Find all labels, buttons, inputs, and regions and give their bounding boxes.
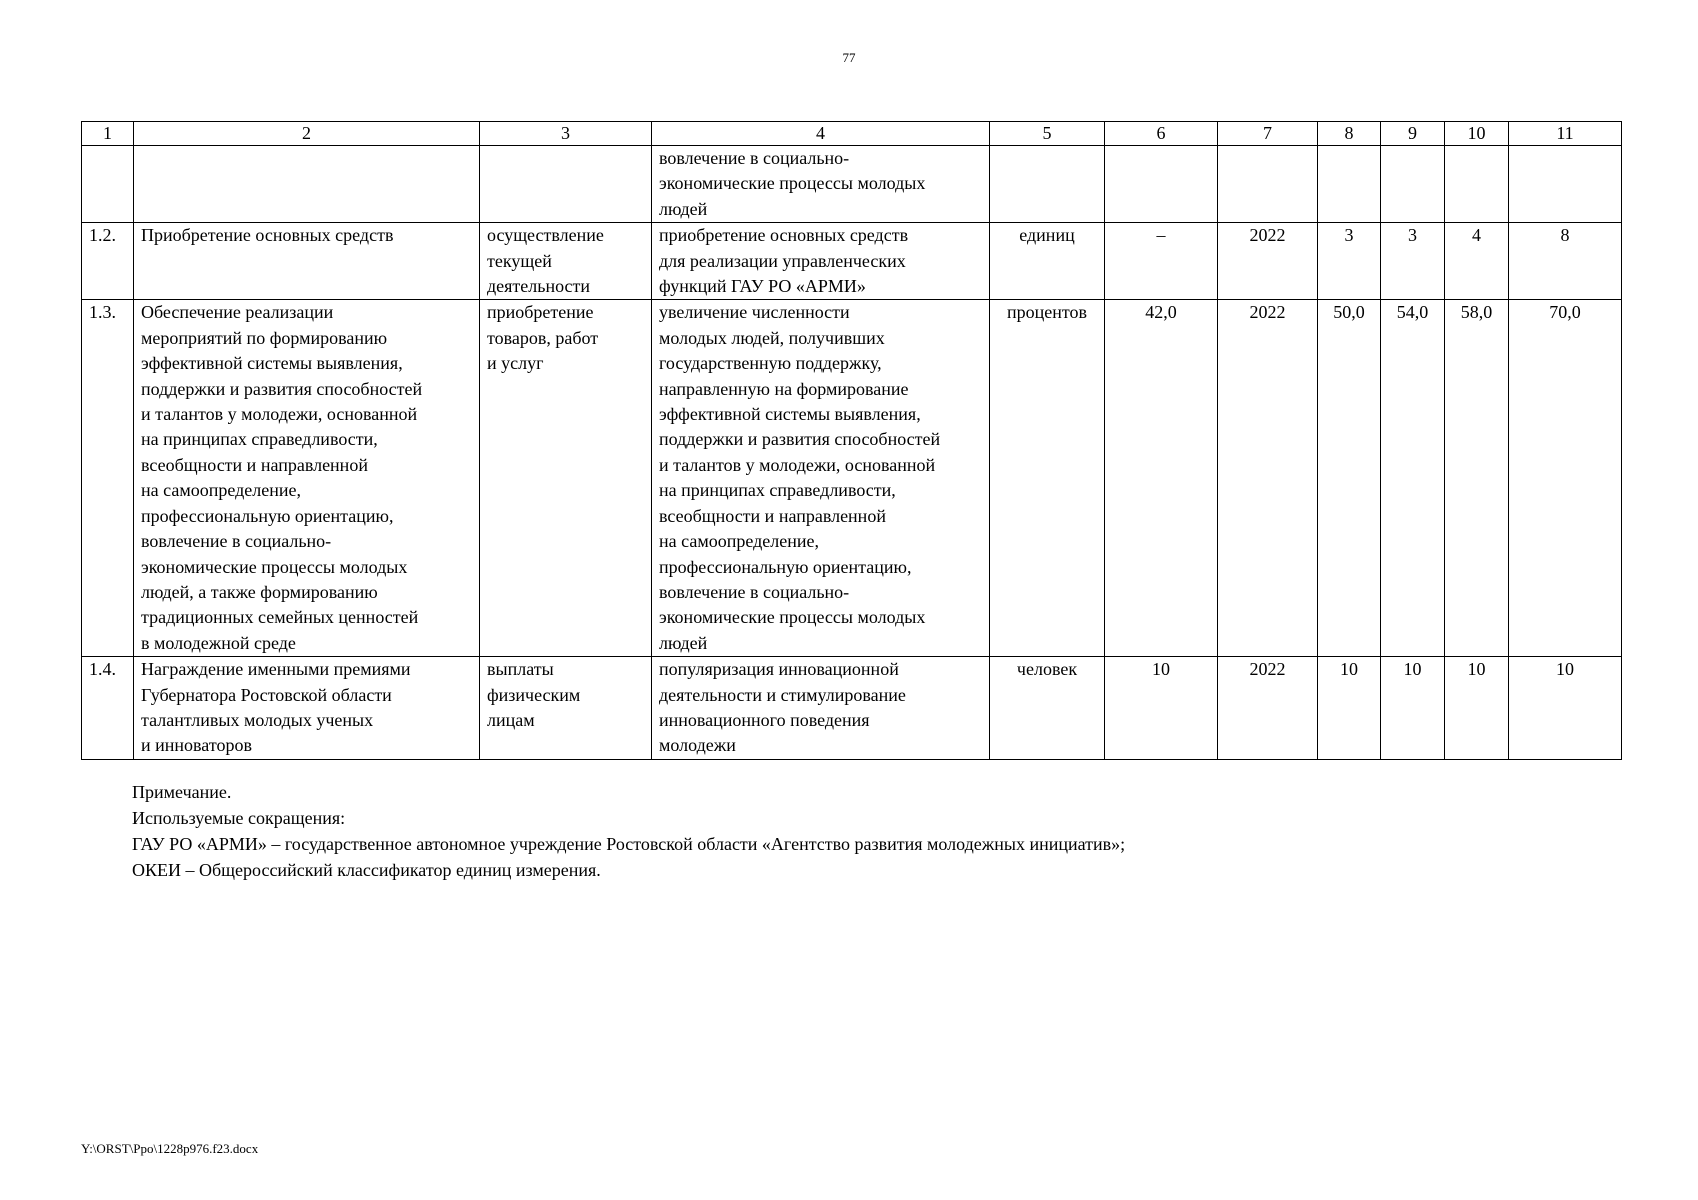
result-line: вовлечение в социально-: [659, 581, 850, 602]
measure-name-line: на принципах справедливости,: [141, 429, 378, 450]
indicators-table: [81, 121, 1622, 760]
measure-type-cell: [480, 657, 652, 760]
measure-type-line: текущей: [487, 250, 552, 271]
result-line: вовлечение в социально-: [659, 148, 850, 168]
result-line: профессиональную ориентацию,: [659, 556, 912, 577]
base-year-cell: [1218, 146, 1318, 223]
measure-type-line: приобретение: [487, 302, 594, 323]
measure-type-line: физическим: [487, 684, 581, 705]
value-cell-10: [1445, 146, 1509, 223]
result-line: функций ГАУ РО «АРМИ»: [659, 276, 866, 297]
result-line: деятельности и стимулирование: [659, 684, 906, 705]
row-number-cell: [82, 146, 134, 223]
value-cell-9: [1381, 146, 1445, 223]
row-number-cell: 1.2.: [82, 223, 134, 300]
result-line: эффективной системы выявления,: [659, 404, 921, 425]
result-line: людей: [659, 632, 708, 653]
measure-name-line: традиционных семейных ценностей: [141, 607, 419, 628]
measure-type-cell: [480, 300, 652, 657]
measure-type-line: выплаты: [487, 659, 554, 680]
result-line: поддержки и развития способностей: [659, 429, 941, 450]
row-number-cell: 1.4.: [82, 657, 134, 760]
value-cell-11: [1509, 146, 1622, 223]
measure-name-cell: [134, 300, 480, 657]
table-row-continuation: [82, 146, 1622, 223]
result-line: молодых людей, получивших: [659, 327, 885, 348]
result-line: всеобщности и направленной: [659, 505, 886, 526]
measure-name-line: всеобщности и направленной: [141, 454, 368, 475]
table-row-1-4: [82, 657, 1622, 760]
result-line: на самоопределение,: [659, 531, 819, 552]
measure-type-line: осуществление: [487, 225, 604, 246]
result-line: молодежи: [659, 735, 736, 756]
unit-cell: [990, 146, 1105, 223]
result-line: людей: [659, 198, 708, 219]
measure-type-line: лицам: [487, 709, 535, 730]
result-line: популяризация инновационной: [659, 659, 899, 680]
value-cell-8: [1318, 146, 1381, 223]
column-number-1: 1: [82, 122, 134, 146]
measure-type-line: деятельности: [487, 276, 591, 297]
result-line: государственную поддержку,: [659, 353, 882, 374]
measure-name-line: Обеспечение реализации: [141, 302, 334, 323]
column-number-11: 11: [1509, 122, 1622, 146]
measure-name-cell: [134, 657, 480, 760]
measure-name-line: эффективной системы выявления,: [141, 353, 403, 374]
result-line: экономические процессы молодых: [659, 173, 926, 194]
measure-name-line: в молодежной среде: [141, 632, 296, 653]
column-number-7: 7: [1218, 122, 1318, 146]
table-header-row: [82, 122, 1622, 146]
measure-name-line: поддержки и развития способностей: [141, 378, 423, 399]
base-year-cell: 2022: [1218, 223, 1318, 300]
measure-name-cell: [134, 146, 480, 223]
page-number: 77: [842, 50, 856, 65]
table-row-1-3: [82, 300, 1622, 657]
measure-name-line: экономические процессы молодых: [141, 556, 408, 577]
result-cell: [652, 146, 990, 223]
column-number-5: 5: [990, 122, 1105, 146]
column-number-10: 10: [1445, 122, 1509, 146]
base-value-cell: [1105, 146, 1218, 223]
measure-name-line: профессиональную ориентацию,: [141, 505, 394, 526]
value-cell-8: 50,0: [1318, 300, 1381, 657]
measure-type-cell: [480, 146, 652, 223]
base-value-cell: –: [1105, 223, 1218, 300]
measure-name-line: и талантов у молодежи, основанной: [141, 404, 418, 425]
row-number-cell: 1.3.: [82, 300, 134, 657]
abbreviation-item: ОКЕИ – Общероссийский классификатор единиц измерения.: [132, 860, 601, 880]
unit-cell: человек: [990, 657, 1105, 760]
base-value-cell: 10: [1105, 657, 1218, 760]
result-line: направленную на формирование: [659, 378, 909, 399]
value-cell-10: 10: [1445, 657, 1509, 760]
unit-cell: процентов: [990, 300, 1105, 657]
column-number-2: 2: [134, 122, 480, 146]
result-line: для реализации управленческих: [659, 250, 906, 271]
base-value-cell: 42,0: [1105, 300, 1218, 657]
value-cell-11: 70,0: [1509, 300, 1622, 657]
measure-name-line: людей, а также формированию: [141, 581, 378, 602]
base-year-cell: 2022: [1218, 300, 1318, 657]
measure-name-line: Приобретение основных средств: [141, 225, 394, 246]
measure-type-line: товаров, работ: [487, 327, 599, 348]
measure-name-line: мероприятий по формированию: [141, 327, 388, 348]
value-cell-8: 10: [1318, 657, 1381, 760]
measure-name-line: и инноваторов: [141, 735, 252, 756]
value-cell-11: 10: [1509, 657, 1622, 760]
column-number-4: 4: [652, 122, 990, 146]
result-line: экономические процессы молодых: [659, 607, 926, 628]
note-title: Примечание.: [132, 782, 232, 802]
measure-type-line: и услуг: [487, 353, 544, 374]
note-block: [132, 779, 1125, 883]
result-line: увеличение численности: [659, 302, 850, 323]
measure-name-line: на самоопределение,: [141, 480, 301, 501]
measure-name-cell: [134, 223, 480, 300]
measure-name-line: вовлечение в социально-: [141, 531, 332, 552]
base-year-cell: 2022: [1218, 657, 1318, 760]
value-cell-10: 4: [1445, 223, 1509, 300]
table-row-1-2: [82, 223, 1622, 300]
value-cell-11: 8: [1509, 223, 1622, 300]
result-line: инновационного поведения: [659, 709, 870, 730]
column-number-3: 3: [480, 122, 652, 146]
result-cell: [652, 223, 990, 300]
result-line: на принципах справедливости,: [659, 480, 896, 501]
column-number-9: 9: [1381, 122, 1445, 146]
value-cell-10: 58,0: [1445, 300, 1509, 657]
result-line: и талантов у молодежи, основанной: [659, 454, 936, 475]
value-cell-9: 3: [1381, 223, 1445, 300]
column-number-8: 8: [1318, 122, 1381, 146]
result-cell: [652, 657, 990, 760]
value-cell-9: 10: [1381, 657, 1445, 760]
value-cell-9: 54,0: [1381, 300, 1445, 657]
file-path-footer: Y:\ORST\Ppo\1228p976.f23.docx: [81, 1141, 259, 1156]
column-number-6: 6: [1105, 122, 1218, 146]
result-cell: [652, 300, 990, 657]
unit-cell: единиц: [990, 223, 1105, 300]
measure-name-line: Награждение именными премиями: [141, 659, 411, 680]
measure-name-line: Губернатора Ростовской области: [141, 684, 392, 705]
measure-type-cell: [480, 223, 652, 300]
result-line: приобретение основных средств: [659, 225, 909, 246]
abbreviation-item: ГАУ РО «АРМИ» – государственное автономное учреждение Ростовской области «Агентство развития молодежных инициатив»;: [132, 834, 1126, 854]
abbreviations-heading: Используемые сокращения:: [132, 808, 346, 828]
measure-name-line: талантливых молодых ученых: [141, 709, 374, 730]
value-cell-8: 3: [1318, 223, 1381, 300]
